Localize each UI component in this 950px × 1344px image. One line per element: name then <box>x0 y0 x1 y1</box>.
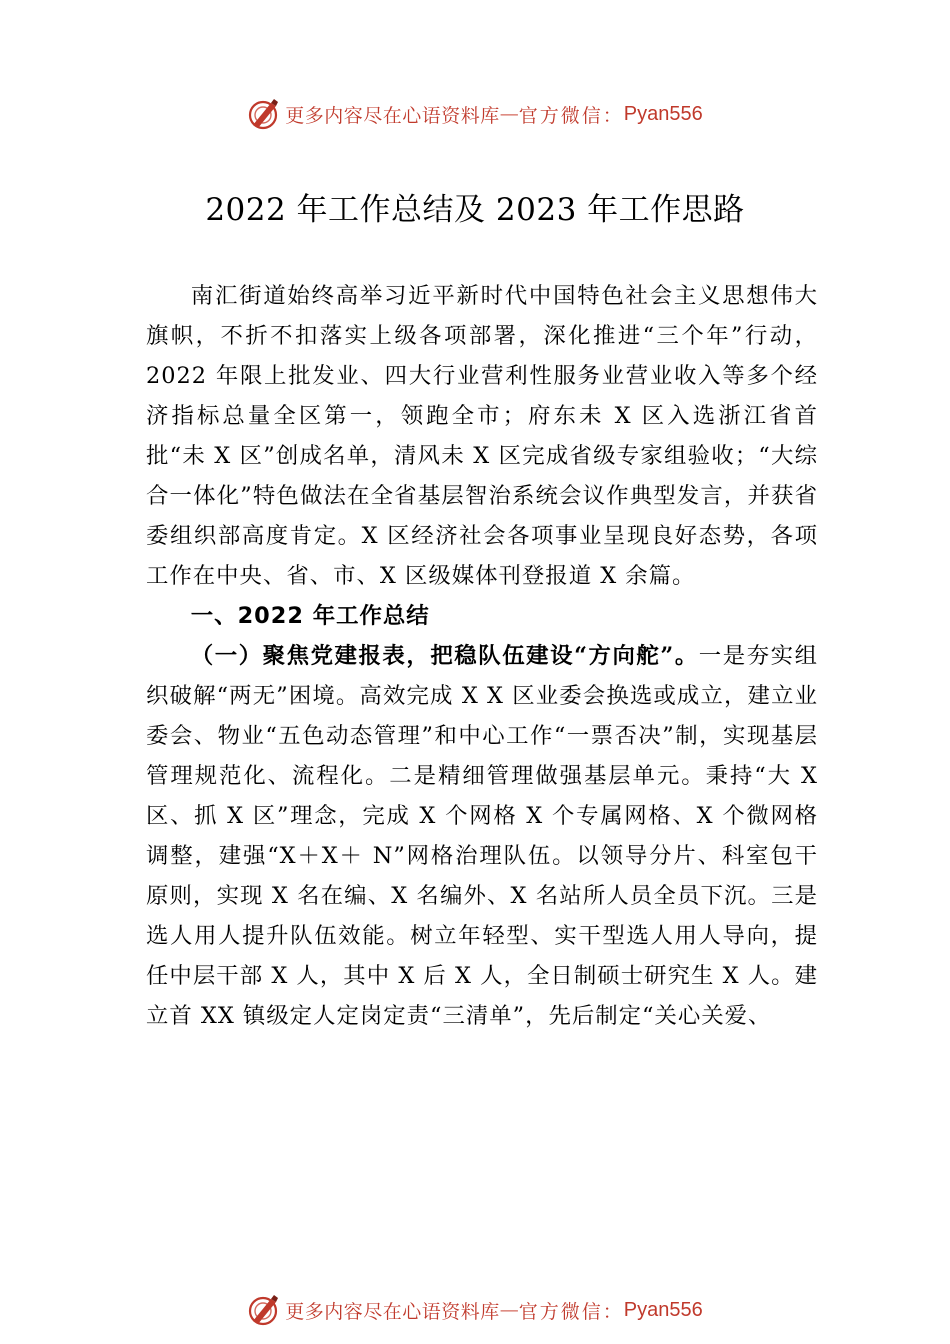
banner-separator: — <box>499 1299 519 1321</box>
pen-logo-icon <box>247 1293 281 1327</box>
pen-logo-icon <box>247 97 281 131</box>
intro-paragraph: 南汇街道始终高举习近平新时代中国特色社会主义思想伟大旗帜，不折不扣落实上级各项部署，深化推进“三个年”行动，2022 年限上批发业、四大行业营利性服务业营业收入等多个经济指标总量全区第一，领跑全市；府东未 X 区入选浙江省首批“未 X 区”创成名单，清风未 X 区完成省级专家组验收；“大综合一体化”特色做法在全省基层智治系统会议作典型发言，并获省委组织部高度肯定。X 区经济社会各项事业呈现良好态势，各项工作在中央、省、市、X 区级媒体刊登报道 X 余篇。 <box>146 283 818 589</box>
banner-wechat-id: Pyan556 <box>623 102 703 125</box>
subsection-lead: （一）聚焦党建报表，把稳队伍建设“方向舵”。 <box>190 643 699 669</box>
banner-separator: — <box>499 103 519 125</box>
banner-text: 更多内容尽在心语资料库 <box>285 104 500 127</box>
footer-banner <box>0 1290 950 1330</box>
document-title: 2022 年工作总结及 2023 年工作思路 <box>205 192 745 228</box>
banner-text: 更多内容尽在心语资料库 <box>285 1300 500 1323</box>
document-body <box>146 276 818 1036</box>
banner-wechat-label: 官方微信： <box>518 1300 624 1323</box>
banner-wechat-id: Pyan556 <box>623 1298 703 1321</box>
section-heading: 一、2022 年工作总结 <box>190 603 430 629</box>
subsection-body: 一是夯实组织破解“两无”困境。高效完成 X X 区业委会换选或成立，建立业委会、物业“五色动态管理”和中心工作“一票否决”制，实现基层管理规范化、流程化。二是精细管理做强基层单元。秉持“大 X 区、抓 X 区”理念，完成 X 个网格 X 个专属网格、X 个微网格调整，建强“X＋X＋ N”网格治理队伍。以领导分片、科室包干原则，实现 X 名在编、X 名编外、X 名站所人员全员下沉。三是选人用人提升队伍效能。树立年轻型、实干型选人用人导向，提任中层干部 X 人，其中 X 后 X 人，全日制硕士研究生 X 人。建立首 XX 镇级定人定岗定责“三清单”，先后制定“关心关爱、 <box>146 643 819 1029</box>
header-banner <box>0 94 950 134</box>
banner-wechat-label: 官方微信： <box>518 104 624 127</box>
subsection-paragraph <box>146 636 818 1036</box>
